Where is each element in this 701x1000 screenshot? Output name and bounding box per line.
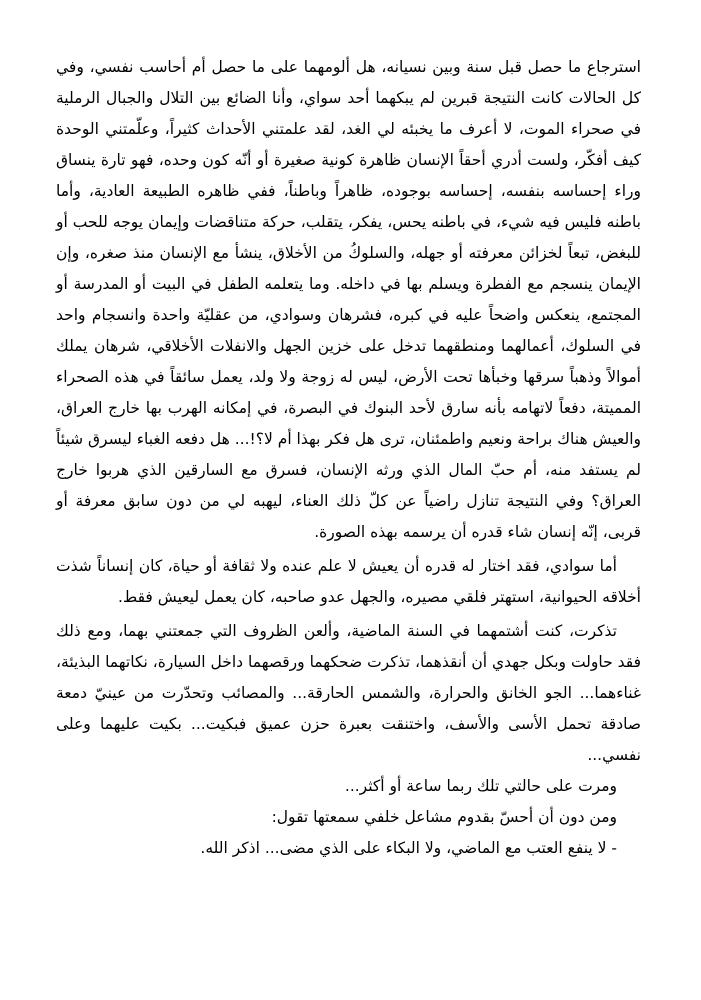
paragraph-2: أما سوادي، فقد اختار له قدره أن يعيش لا علم عنده ولا ثقافة أو حياة، كان إنساناً شذت أخلاقه الحيوانية، استهتر فلقي مصيره، والجهل عدو صاحبه، كان يعمل ليعيش فقط. bbox=[56, 557, 641, 606]
paragraph-1: استرجاع ما حصل قبل سنة وبين نسيانه، هل ألومهما على ما حصل أم أحاسب نفسي، وفي كل الحالات كانت النتيجة قبرين لم يبكهما أحد سواي، وأنا الضائع بين التلال والجبال الرملية في صحراء الموت، لا أعرف ما يخبئه لي الغد، لقد علمتني الأحداث كثيراً، وعلّمتني الوحدة كيف أفكّر، ولست أدري أحقاً الإنسان ظاهرة كونية صغيرة أو أنّه كون وحده، فهو تارة ينساق وراء إحساسه بنفسه، إحساسه بوجوده، ظاهراً وباطناً، ففي ظاهره الطبيعة العادية، وأما باطنه فليس فيه شيء، في باطنه يحس، يفكر، يتقلب، حركة متناقضات وإيمان يوجه للحب أو للبغض، تبعاً لخزائن معرفته أو جهله، والسلوكُ من الأخلاق، ينشأ مع الإنسان منذ صغره، وإن الإيمان ينسجم مع الفطرة ويسلم بها في داخله. وما يتعلمه الطفل في البيت أو المدرسة أو المجتمع، ينعكس واضحاً عليه في كبره، فشرهان وسوادي، من عقليّة واحدة وانسجام واحد في السلوك، أعمالهما ومنطقهما تدخل على خزين الجهل والانفلات الأخلاقي، شرهان يملك أموالاً وذهباً سرقها وخبأها تحت الأرض، ليس له زوجة ولا ولد، يعمل سائقاً في هذه الصحراء المميتة، دفعاً لاتهامه بأنه سارق لأحد البنوك في البصرة، في إمكانه الهرب بها خارج العراق، والعيش هناك براحة ونعيم واطمئنان، ترى هل فكر بهذا أم لا؟!... هل دفعه الغباء ليسرق شيئاً لم يستفد منه، أم حبّ المال الذي ورثه الإنسان، فسرق مع السارقين الذي هربوا خارج العراق؟ وفي النتيجة تنازل راضياً عن كلّ ذلك العناء، ليهبه لي من دون سابق معرفة أو قربى، إنّه إنسان شاء قدره أن يرسمه بهذه الصورة. bbox=[56, 58, 641, 541]
paragraph-3: تذكرت، كنت أشتمهما في السنة الماضية، وألعن الظروف التي جمعتني بهما، ومع ذلك فقد حاولت وبكل جهدي أن أنقذهما، تذكرت ضحكهما ورقصهما داخل السيارة، نكاتهما البذيئة، غناءهما... الجو الخانق والحرارة، والشمس الحارقة... والمصائب وتحدّرت من عينيّ دمعة صادقة تحمل الأسى والأسف، واختنقت بعبرة حزن عميق فبكيت... بكيت عليهما وعلى نفسي... bbox=[56, 622, 641, 764]
paragraph-5: ومن دون أن أحسّ بقدوم مشاعل خلفي سمعتها تقول: bbox=[271, 808, 617, 826]
paragraph-4: ومرت على حالتي تلك ربما ساعة أو أكثر... bbox=[344, 777, 617, 795]
paragraph-6-dialogue: - لا ينفع العتب مع الماضي، ولا البكاء على الذي مضى... اذكر الله. bbox=[200, 839, 617, 857]
body-text bbox=[56, 52, 641, 864]
